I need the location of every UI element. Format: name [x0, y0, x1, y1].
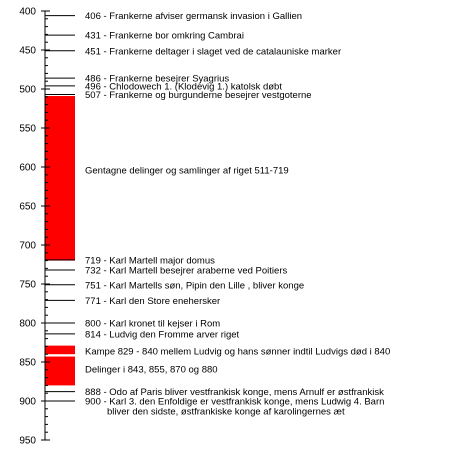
- tick-label: 400: [19, 6, 36, 18]
- year-axis: [19, 7, 50, 447]
- tick-label: 850: [19, 357, 36, 369]
- tick-label: 550: [19, 123, 36, 135]
- tick-label: 650: [19, 201, 36, 213]
- event-label: 814 - Ludvig den Fromme arver riget: [85, 329, 240, 341]
- tick-label: 800: [19, 318, 36, 330]
- event-label: 406 - Frankerne afviser germansk invasion i Gallien: [85, 11, 303, 23]
- period-bar: [45, 346, 75, 355]
- event-label: 800 - Karl kronet til kejser i Rom: [85, 318, 221, 330]
- period-label: Kampe 829 - 840 mellem Ludvig og hans sønner indtil Ludvigs død i 840: [85, 346, 391, 358]
- tick-label: 600: [19, 162, 36, 174]
- event-label: 719 - Karl Martell major domus: [85, 255, 215, 267]
- event-label: 496 - Chlodowech 1. (Klodevig 1.) katolsk døbt: [85, 81, 282, 93]
- event-label: 751 - Karl Martells søn, Pipin den Lille , bliver konge: [85, 280, 305, 292]
- tick-label: 700: [19, 240, 36, 252]
- event-label: 451 - Frankerne deltager i slaget ved de catalauniske marker: [85, 46, 342, 58]
- period-bar: [45, 96, 75, 261]
- tick-label: 950: [19, 435, 36, 447]
- event-label: 771 - Karl den Store enehersker: [85, 295, 221, 307]
- period-label: Delinger i 843, 855, 870 og 880: [85, 364, 218, 376]
- tick-label: 750: [19, 279, 36, 291]
- event-label: 507 - Frankerne og burgunderne besejrer vestgoterne: [85, 89, 312, 101]
- event-label: 486 - Frankerne besejrer Syagrius: [85, 73, 230, 85]
- period-label: Gentagne delinger og samlinger af riget 511-719: [85, 165, 289, 177]
- event-label: 900 - Karl 3. den Enfoldige er vestfrankisk konge, mens Ludwig 4. Barn: [85, 396, 385, 408]
- period-bars: [45, 96, 75, 385]
- tick-label: 450: [19, 45, 36, 57]
- event-label: 431 - Frankerne bor omkring Cambrai: [85, 30, 244, 42]
- period-bar: [45, 357, 75, 386]
- event-label: bliver den sidste, østfrankiske konge af karolingernes æt: [107, 406, 345, 418]
- tick-label: 500: [19, 84, 36, 96]
- event-label: 732 - Karl Martell besejrer araberne ved Poitiers: [85, 265, 288, 277]
- tick-label: 900: [19, 396, 36, 408]
- event-label: 888 - Odo af Paris bliver vestfrankisk konge, mens Arnulf er østfrankisk: [85, 387, 384, 399]
